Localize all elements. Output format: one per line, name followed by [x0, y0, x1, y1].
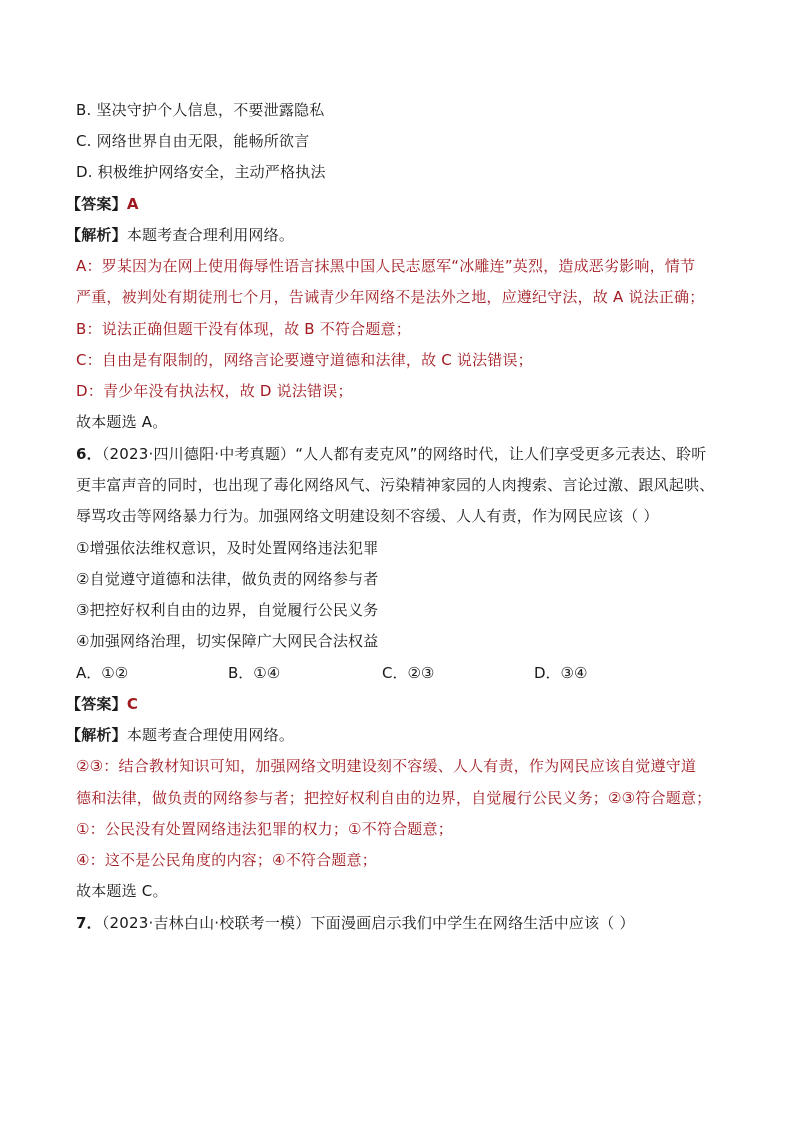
analysis-intro: 本题考查合理利用网络。 — [126, 226, 295, 244]
statement-3: ③把控好权利自由的边界，自觉履行公民义务 — [76, 601, 379, 619]
analysis-intro: 本题考查合理使用网络。 — [126, 726, 295, 744]
analysis-text: B：说法正确但题干没有体现，故 B 不符合题意； — [76, 320, 411, 338]
analysis-label: 【解析】 — [66, 226, 127, 244]
choice-b: B．①④ — [228, 664, 281, 682]
statement-4: ④加强网络治理，切实保障广大网民合法权益 — [76, 632, 379, 650]
question-source: （2023·吉林白山·校联考一模） — [101, 914, 311, 932]
choice-d: D．③④ — [534, 664, 588, 682]
option-c: C. 网络世界自由无限，能畅所欲言 — [76, 132, 310, 150]
answer-line — [66, 694, 726, 714]
analysis-line — [66, 725, 726, 745]
analysis-text: 德和法律，做负责的网络参与者；把控好权利自由的边界，自觉履行公民义务；②③符合题意； — [76, 789, 712, 807]
choice-a: A．①② — [76, 664, 129, 682]
analysis-text: C：自由是有限制的，网络言论要遵守道德和法律，故 C 说法错误； — [76, 351, 533, 369]
analysis-text: ①：公民没有处置网络违法犯罪的权力；①不符合题意； — [76, 820, 453, 838]
question-stem: 更丰富声音的同时，也出现了毒化网络风气、污染精神家园的人肉搜索、言论过激、跟风起哄、 — [76, 476, 715, 494]
answer-label: 【答案】 — [66, 195, 127, 213]
question-stem: 辱骂攻击等网络暴力行为。加强网络文明建设刻不容缓、人人有责，作为网民应该（ ） — [76, 507, 659, 525]
analysis-text: ②③：结合教材知识可知，加强网络文明建设刻不容缓、人人有责，作为网民应该自觉遵守道 — [76, 757, 697, 775]
statement-1: ①增强依法维权意识，及时处置网络违法犯罪 — [76, 539, 379, 557]
conclusion: 故本题选 A。 — [76, 413, 168, 431]
question-number: 7． — [76, 914, 102, 932]
question-stem: 下面漫画启示我们中学生在网络生活中应该（ ） — [310, 914, 635, 932]
option-d: D. 积极维护网络安全，主动严格执法 — [76, 163, 326, 181]
answer-line — [66, 194, 726, 214]
question-6-stem-first — [76, 444, 736, 464]
analysis-text: 严重，被判处有期徒刑七个月，告诫青少年网络不是法外之地，应遵纪守法，故 A 说法正确； — [76, 288, 705, 306]
question-source: （2023·四川德阳·中考真题） — [101, 445, 296, 463]
question-7-stem — [76, 913, 736, 933]
analysis-text: D：青少年没有执法权，故 D 说法错误； — [76, 382, 353, 400]
analysis-text: ④：这不是公民角度的内容；④不符合题意； — [76, 851, 377, 869]
answer-value: A — [126, 195, 139, 213]
question-number: 6． — [76, 445, 102, 463]
analysis-text: A：罗某因为在网上使用侮辱性语言抹黑中国人民志愿军“冰雕连”英烈，造成恶劣影响，情节 — [76, 257, 696, 275]
choice-c: C．②③ — [382, 664, 435, 682]
answer-value: C — [126, 695, 139, 713]
option-b: B. 坚决守护个人信息，不要泄露隐私 — [76, 101, 325, 119]
conclusion: 故本题选 C。 — [76, 882, 168, 900]
answer-label: 【答案】 — [66, 695, 127, 713]
analysis-label: 【解析】 — [66, 726, 127, 744]
question-stem: “人人都有麦克风”的网络时代，让人们享受更多元表达、聆听 — [295, 445, 707, 463]
analysis-line — [66, 225, 726, 245]
statement-2: ②自觉遵守道德和法律，做负责的网络参与者 — [76, 570, 379, 588]
